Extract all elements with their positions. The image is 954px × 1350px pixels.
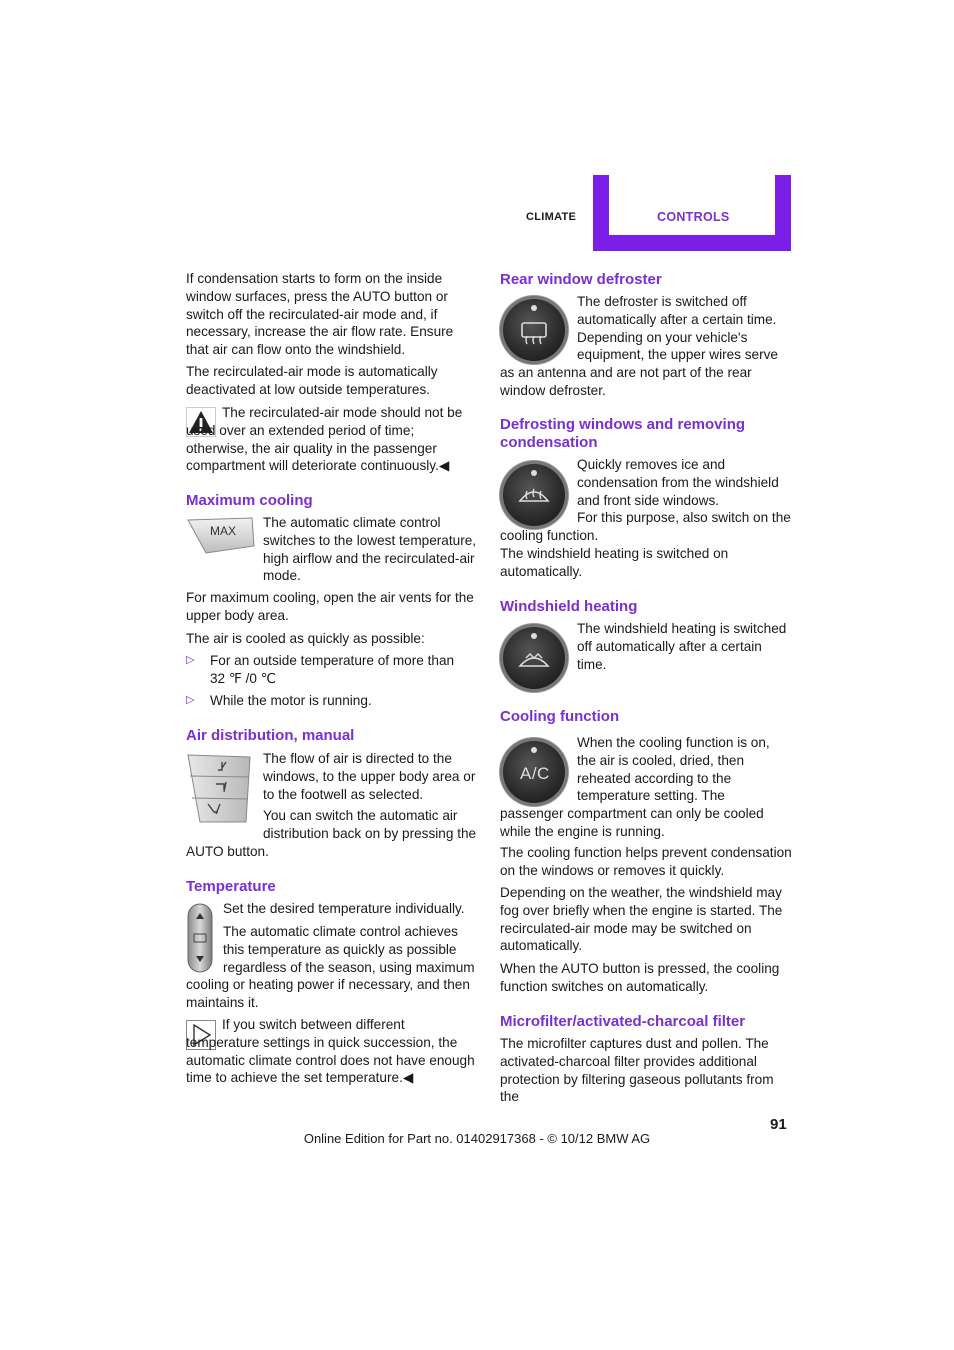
page-number: 91 xyxy=(770,1116,787,1133)
max-cooling-vents: For maximum cooling, open the air vents for the upper body area. xyxy=(186,590,474,623)
bullet-item: ▷ While the motor is running. xyxy=(186,693,372,708)
defrost-paragraph: Quickly removes ice and condensation from the windshield and front side windows. For this purpose, also switch on the cooling function. The windshield heating is switched on automatically. xyxy=(500,457,791,579)
cooling-condensation: The cooling function helps prevent condensation on the windows or removes it quickly. xyxy=(500,845,792,878)
cooling-auto: When the AUTO button is pressed, the cooling function switches on automatically. xyxy=(500,961,780,994)
heading-air-distribution: Air distribution, manual xyxy=(186,727,355,744)
microfilter-paragraph: The microfilter captures dust and pollen. The activated-charcoal filter provides additional protection by filtering gaseous pollutants from the xyxy=(500,1036,774,1105)
header-tab-inner xyxy=(609,175,775,235)
heading-defrosting-windows: Defrosting windows and removing condensation xyxy=(500,416,746,451)
max-button-label: MAX xyxy=(210,524,237,538)
air-distribution-auto: You can switch the automatic air distribution back on by pressing the AUTO button. xyxy=(186,808,477,859)
cooling-fog: Depending on the weather, the windshield may fog over briefly when the engine is started. The recirculated-air mode may be switched on automatically. xyxy=(500,885,783,954)
max-cooling-paragraph: The automatic climate control switches to the lowest temperature, high airflow and the recirculated-air mode. xyxy=(263,515,477,584)
cooling-paragraph: When the cooling function is on, the air is cooled, dried, then reheated according to the temperature setting. The passenger compartment can only be cooled while the engine is running. xyxy=(500,735,770,839)
chapter-label: CONTROLS xyxy=(657,210,730,224)
temperature-paragraph: Set the desired temperature individually. xyxy=(223,901,465,916)
heading-windshield-heating: Windshield heating xyxy=(500,598,638,615)
intro-paragraph: If condensation starts to form on the inside window surfaces, press the AUTO button or switch off the recirculated-air mode and, if necessary, increase the air flow rate. Ensure that air can flow onto the windshield. xyxy=(186,271,454,358)
bullet-arrow-icon: ▷ xyxy=(186,694,195,706)
warning-text: The recirculated-air mode should not be used over an extended period of time; otherwise, the air quality in the passenger compartment will deteriorate continuously.◀ xyxy=(186,405,463,474)
heading-maximum-cooling: Maximum cooling xyxy=(186,492,313,509)
ac-button-label: A/C xyxy=(520,764,550,783)
heading-microfilter: Microfilter/activated-charcoal filter xyxy=(500,1013,746,1030)
bullet-item: ▷ For an outside temperature of more than 32 ℉ /0 ℃ xyxy=(186,653,455,686)
note-text: If you switch between different temperature settings in quick succession, the automatic climate control does not have enough time to achieve the set temperature.◀ xyxy=(186,1017,475,1086)
bullet-arrow-icon: ▷ xyxy=(186,654,195,666)
heading-temperature: Temperature xyxy=(186,878,276,895)
edition-footer: Online Edition for Part no. 01402917368 - © 10/12 BMW AG xyxy=(303,1131,651,1146)
heading-cooling-function: Cooling function xyxy=(500,708,620,725)
rear-defroster-paragraph: The defroster is switched off automatically after a certain time. Depending on your vehicle's equipment, the upper wires serve as an antenna and are not part of the rear window defroster. xyxy=(500,294,778,398)
temperature-detail: The automatic climate control achieves this temperature as quickly as possible regardless of the season, using maximum cooling or heating power if necessary, and then maintains it. xyxy=(186,924,475,1011)
air-distribution-paragraph: The flow of air is directed to the windows, to the upper body area or to the footwell as selected. xyxy=(263,751,476,802)
heading-rear-window-defroster: Rear window defroster xyxy=(500,271,662,288)
windshield-heating-paragraph: The windshield heating is switched off automatically after a certain time. xyxy=(577,621,787,672)
recirc-paragraph: The recirculated-air mode is automatically deactivated at low outside temperatures. xyxy=(186,364,438,397)
max-cooling-quick: The air is cooled as quickly as possible: xyxy=(186,631,425,646)
section-label: CLIMATE xyxy=(526,211,577,223)
